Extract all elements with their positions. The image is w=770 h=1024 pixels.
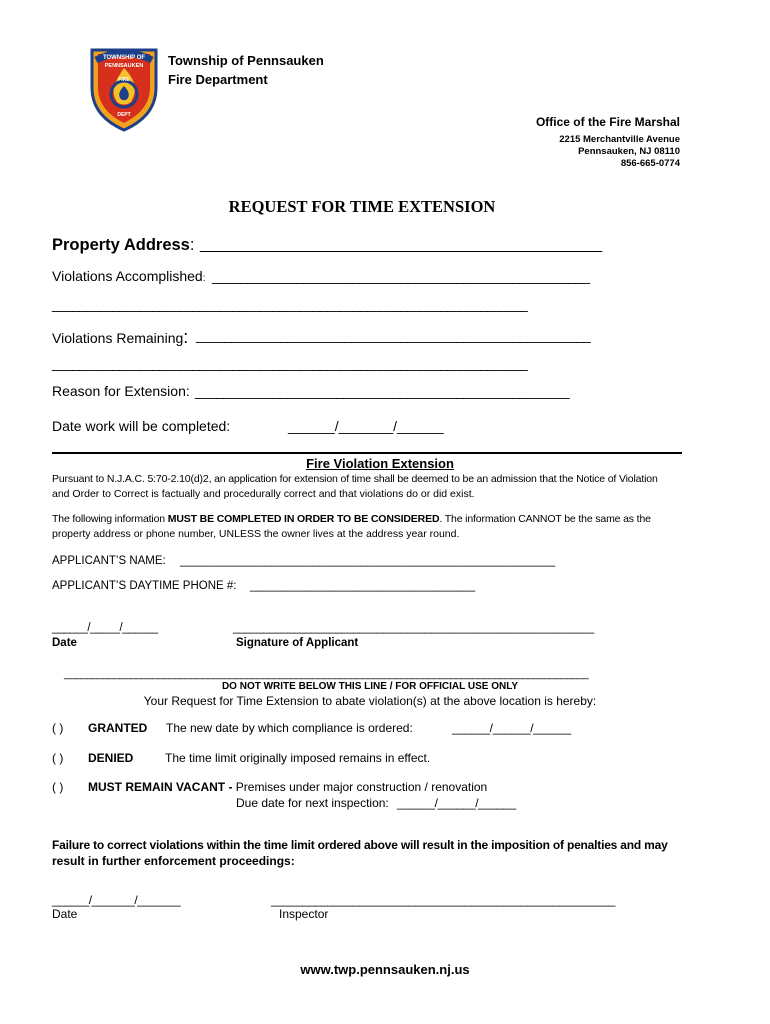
fire-department-badge-logo <box>88 44 160 132</box>
date-completed-field[interactable]: ______/_______/______ <box>288 418 444 434</box>
svg-text:DEPT: DEPT <box>117 112 131 118</box>
office-name: Office of the Fire Marshal <box>535 115 680 129</box>
applicant-name-field[interactable]: ______________________________________________________________ <box>180 555 555 567</box>
vacant-checkbox[interactable]: ( ) <box>52 780 64 794</box>
applicant-phone-label: APPLICANT’S DAYTIME PHONE #: <box>52 580 237 592</box>
inspector-signature-field[interactable]: _______________________________________________________ <box>271 893 615 907</box>
address-line2: Pennsauken, NJ 08110 <box>578 146 680 157</box>
inspector-date-label: Date <box>52 907 78 921</box>
violations-remaining-colon: : <box>183 327 189 347</box>
violations-remaining-row <box>52 327 188 348</box>
warning-line1: Failure to correct violations within the time limit ordered above will result in the imposition of penalties and may <box>52 838 668 852</box>
property-address-label: Property Address <box>52 236 190 254</box>
signature-label: Signature of Applicant <box>236 637 359 649</box>
section-divider <box>52 452 682 454</box>
inspector-date-field[interactable]: ______/_______/_______ <box>52 893 181 907</box>
form-title: REQUEST FOR TIME EXTENSION <box>228 197 496 216</box>
applicant-date-field[interactable]: ______/_____/______ <box>52 622 158 634</box>
inspector-label: Inspector <box>279 907 329 921</box>
denied-checkbox[interactable]: ( ) <box>52 751 64 765</box>
property-address-colon: : <box>189 236 195 254</box>
official-request-text: Your Request for Time Extension to abate violation(s) at the above location is hereby: <box>143 694 597 708</box>
due-date-field[interactable]: ______/______/______ <box>397 796 516 810</box>
svg-text:PENNSAUKEN: PENNSAUKEN <box>104 63 144 69</box>
official-use-notice: DO NOT WRITE BELOW THIS LINE / FOR OFFICIAL USE ONLY <box>221 681 519 692</box>
requirement-text-end: . The information CANNOT be the same as the <box>439 513 651 525</box>
vacant-text: Premises under major construction / renovation <box>235 780 488 794</box>
official-use-separator: _______________________________________________________________________________________________ <box>64 668 589 680</box>
township-name: Township of Pennsauken <box>168 53 324 68</box>
property-address-field[interactable]: _______________________________________________ <box>200 236 602 253</box>
applicant-name-label: APPLICANT’S NAME: <box>52 555 166 567</box>
address-line1: 2215 Merchantville Avenue <box>559 134 680 145</box>
applicant-phone-field[interactable]: _____________________________________ <box>250 580 475 592</box>
violations-accomplished-colon: : <box>202 273 206 284</box>
requirement-text-start: The following information <box>52 513 168 525</box>
violations-remaining-field-2[interactable]: _______________________________________________________________________ <box>52 355 527 371</box>
denied-text: The time limit originally imposed remains in effect. <box>165 751 431 765</box>
reason-field[interactable]: _____________________________________________________ <box>195 383 569 399</box>
requirement-paragraph-line1 <box>52 513 651 525</box>
svg-text:FIRE: FIRE <box>118 77 130 83</box>
violations-accomplished-label: Violations Accomplished <box>52 268 203 284</box>
granted-date-field[interactable]: ______/______/______ <box>452 721 571 735</box>
warning-line2: result in further enforcement proceedings: <box>52 854 295 868</box>
violations-accomplished-field[interactable]: ______________________________________________________ <box>212 268 590 284</box>
due-date-label: Due date for next inspection: <box>236 796 389 810</box>
signature-field[interactable]: ____________________________________________________________ <box>233 622 594 634</box>
violations-remaining-label: Violations Remaining <box>52 330 184 346</box>
violations-remaining-field[interactable]: ________________________________________________________ <box>196 327 591 343</box>
applicant-date-label: Date <box>52 637 77 649</box>
reason-label: Reason for Extension: <box>52 383 190 399</box>
property-address-row <box>52 236 194 255</box>
violations-accomplished-row <box>52 268 206 284</box>
granted-text: The new date by which compliance is ordered: <box>166 721 413 735</box>
footer-website-link[interactable]: www.twp.pennsauken.nj.us <box>300 962 470 977</box>
svg-text:TOWNSHIP OF: TOWNSHIP OF <box>102 55 146 61</box>
extension-heading: Fire Violation Extension <box>306 456 454 471</box>
granted-checkbox[interactable]: ( ) <box>52 721 64 735</box>
requirement-bold-text: MUST BE COMPLETED IN ORDER TO BE CONSIDERED <box>167 513 440 525</box>
phone-number: 856-665-0774 <box>620 158 680 169</box>
denied-label: DENIED <box>88 751 134 765</box>
department-name: Fire Department <box>168 72 268 87</box>
vacant-label: MUST REMAIN VACANT - <box>88 780 236 794</box>
extension-paragraph-line1: Pursuant to N.J.A.C. 5:70-2.10(d)2, an application for extension of time shall be deemed to be an admission that the Notice of Violation <box>52 473 658 485</box>
vacant-row <box>88 780 487 794</box>
date-completed-label: Date work will be completed: <box>52 418 231 434</box>
requirement-paragraph-line2: property address or phone number, UNLESS the owner lives at the address year round. <box>52 528 460 540</box>
granted-label: GRANTED <box>88 721 148 735</box>
extension-paragraph-line2: and Order to Correct is factually and procedurally correct and that violations do or did exist. <box>52 488 475 500</box>
violations-accomplished-field-2[interactable]: _______________________________________________________________________ <box>52 296 527 312</box>
